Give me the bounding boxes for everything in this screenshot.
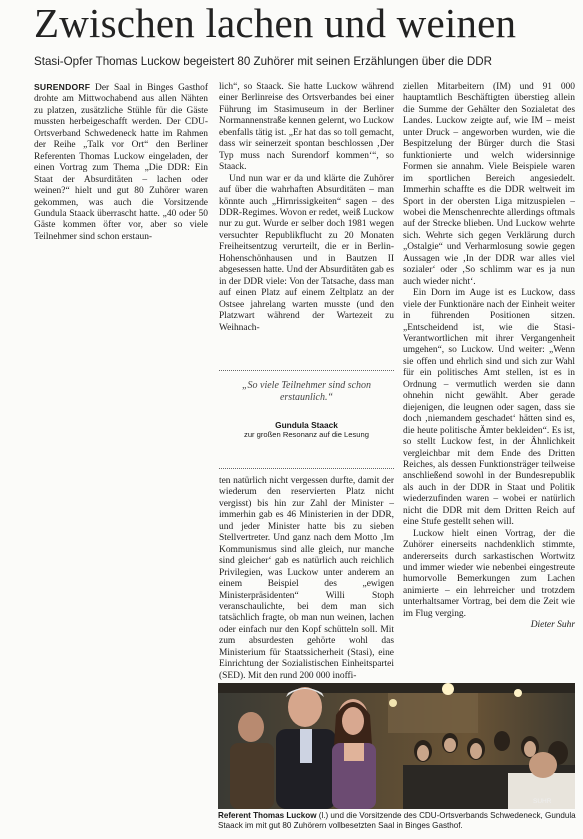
article-text-col3-p1: ziellen Mitarbeitern (IM) und 91 000 hauptamtlich Beschäftigten überstieg allein die Summe der Gehälter den Sozialetat des Landes. Luckow zeigte auf, wie IM – meist unter Druck – angeworben wurden, wie die Bespitzelung der Bürger durch die Stasi funktionierte und welch widersinnige Formen sie annahm. Viele Beispiele waren im sportlichen Bereich angesiedelt. Immerhin schaffte es die DDR weltweit im Sport in der obersten Liga mitzuspielen – wobei die Menschenrechte allerdings oftmals auf der Strecke blieben. Und Luckow wehrte sich. Wehrte sich gegen Verklärung durch „Ostalgie“ und Verharmlosung sowie gegen Aussagen wie ‚In der DDR war alles viel sozialer‘ oder ‚So schlimm war es ja nun auch wieder nicht‘. xyxy=(403,82,575,287)
article-column-2-continued xyxy=(219,476,394,682)
pull-quote-role: zur großen Resonanz auf die Lesung xyxy=(244,430,369,439)
author-byline: Dieter Suhr xyxy=(530,620,575,631)
article-text-col1: Der Saal in Binges Gasthof drohte am Mittwochabend aus allen Nähten zu platzen, zusätzliche Stühle für die Gäste mussten herbeigeschafft werden. Der CDU-Ortsverband Schwedeneck hatte im Rahmen der Reihe „Talk vor Ort“ den Berliner Referenten Thomas Luckow eingeladen, der einen Vortrag zum Thema „Die DDR: Ein Staat der Absurditäten – lachen oder weinen?“ hielt und gut 80 Zuhörer waren gekommen, was auch die Vorsitzende Gundula Staack überrascht hatte. „40 oder 50 Gäste kommen öfter vor, aber so viele Teilnehmer sind schon erstaun- xyxy=(34,83,208,242)
subheadline: Stasi-Opfer Thomas Luckow begeistert 80 Zuhörer mit seinen Erzählungen über die DDR xyxy=(34,55,492,68)
event-photo xyxy=(218,683,575,809)
pull-quote-box xyxy=(219,370,394,474)
pull-quote: „So viele Teilnehmer sind schon erstaunlich.“ xyxy=(241,380,372,403)
pull-quote-name: Gundula Staack xyxy=(275,420,338,430)
headline: Zwischen lachen und weinen xyxy=(34,0,517,46)
article-column-3 xyxy=(403,82,575,632)
article-text-col2-p1: lich“, so Staack. Sie hatte Luckow während einer Berlinreise des Ortsverbandes bei einer Führung im Stasimuseum in der Berliner Normannenstraße kennen gelernt, wo Luckow ebenfalls tätig ist. „Er hat das so toll gemacht, dass wir seinerzeit spontan beschlossen ‚Der Typ muss nach Surendorf kommen‘“, so Staack. xyxy=(219,82,394,173)
article-column-2 xyxy=(219,82,394,334)
photo-caption xyxy=(218,811,578,831)
photo-credit: SUHR xyxy=(533,798,552,805)
article-text-col2-p2: Und nun war er da und klärte die Zuhörer auf über die wahrhaften Absurditäten – man könnte auch „Hirnrissigkeiten“ sagen – des DDR-Regimes. Wovon er redet, weiß Luckow nur zu gut. Wurde er selber doch 1981 wegen versuchter Republikflucht zu 20 Monaten Freiheitsentzug verurteilt, die er in Berlin-Hohenschönhausen und in Bautzen II abgesessen hatte. Und der Absurditäten gab es in der DDR viele: Von der Tatsache, dass man auf einen Platz auf einem Zeltplatz an der Ostsee jahrelang warten musste (und den Platzwart während der Wartezeit zu Weihnach- xyxy=(219,173,394,333)
pull-quote-divider-top xyxy=(219,370,394,371)
pull-quote-divider-bottom xyxy=(219,468,394,469)
article-text-col3-p2: Ein Dorn im Auge ist es Luckow, dass viele der Funktionäre nach der Einheit weiter in führenden Positionen sitzen. „Entscheidend ist, wie die Stasi-Verantwortlichen mit ihrer Vergangenheit umgehen“, so Luckow. Und weiter: „Wenn sie offen und ehrlich sind und sich zur Wahl für ein politisches Amt stellen, ist es in Ordnung – vermutlich werden sie dann ohnehin nicht gewählt. Aber gerade diejenigen, die leugnen oder sagen, dass sie doch ‚niemandem geschadet‘ hätten sind es, die heute politische Ämter bekleiden“. Es ist, so stellt Luckow fest, in der Ähnlichkeit vergleichbar mit dem Ende des Dritten Reiches, als dessen Funktionsträger teilweise anschließend sowohl in der Bundesrepublik als auch in der DDR in Staat und Politik wiederzufinden waren – wobei er natürlich nicht die DDR mit dem Dritten Reich auf eine Stufe gestellt sehen will. xyxy=(403,288,575,528)
article-text-col2b: ten natürlich nicht vergessen durfte, damit der wiederum den reservierten Platz nicht vergisst) bis hin zur Zahl der Minister – immerhin gab es 46 Ministerien in der DDR, und jeder Minister hatte bis zu sieben Stellvertreter. Und ganz nach dem Motto ‚Im Kommunismus sind alle gleich, nur manche sind gleicher‘ gab es natürlich auch reichlich Privilegien, was Luckow unter anderem an einem Beispiel des „ewigen Ministerpräsidenten“ Willi Stoph veranschaulichte, bei dem man sich tatsächlich fragte, ob man nun weinen, lachen oder einfach nur den Kopf schütteln soll. Mit zum absurdesten gehörte wohl das Ministerium für Staatssicherheit (Stasi), eine Einrichtung der Sozialistischen Einheitspartei (SED). Mit den rund 200 000 inoffi- xyxy=(219,476,394,681)
photo-illustration xyxy=(218,683,575,809)
photo-caption-bold: Referent Thomas Luckow xyxy=(218,811,317,820)
dateline: SURENDORF xyxy=(34,82,91,92)
article-text-col3-p3: Luckow hielt einen Vortrag, der die Zuhörer einerseits nachdenklich stimmte, andererseits durch sarkastischen Wortwitz und immer wieder wie nebenbei eingestreute humorvolle Bemerkungen zum Lachen animierte – ein lehrreicher und trotzdem unterhaltsamer Vortrag, bei dem die Zeit wie im Flug verging. xyxy=(403,528,575,619)
article-column-1 xyxy=(34,82,208,243)
photo-caption-text: (l.) und die Vorsitzende des CDU-Ortsverbands Schwedeneck, Gundula Staack im mit gut 80 Zuhörern vollbesetzten Saal in Binges Gasthof. xyxy=(218,811,576,830)
